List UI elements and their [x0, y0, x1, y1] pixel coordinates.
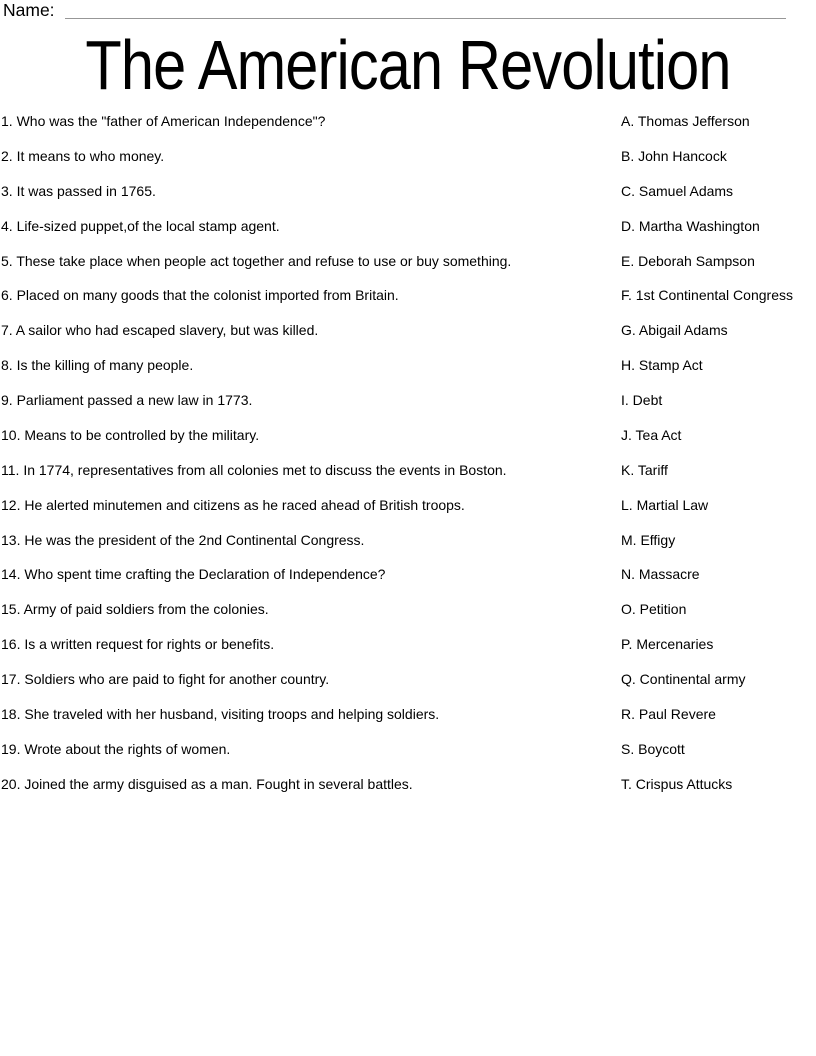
- answer-option: J. Tea Act: [621, 426, 682, 443]
- answer-option: M. Effigy: [621, 531, 676, 548]
- page-title: The American Revolution: [85, 26, 731, 104]
- question-text: 14. Who spent time crafting the Declaration of Independence?: [1, 566, 386, 583]
- question-text: 18. She traveled with her husband, visiting troops and helping soldiers.: [1, 705, 440, 722]
- matching-row: [0, 636, 816, 671]
- matching-row: [0, 322, 816, 357]
- question-text: 19. Wrote about the rights of women.: [1, 740, 231, 757]
- matching-row: [0, 776, 816, 811]
- question-text: 9. Parliament passed a new law in 1773.: [1, 392, 253, 408]
- matching-row: [0, 601, 816, 636]
- question-text: 17. Soldiers who are paid to fight for another country.: [1, 671, 330, 687]
- question-text: 1. Who was the "father of American Independence"?: [1, 113, 326, 129]
- question-text: 15. Army of paid soldiers from the colonies.: [1, 601, 269, 618]
- answer-option: G. Abigail Adams: [621, 322, 728, 339]
- answer-option: B. John Hancock: [621, 147, 727, 164]
- answer-option: L. Martial Law: [621, 496, 709, 513]
- matching-row: [0, 671, 816, 706]
- matching-row: [0, 253, 816, 288]
- matching-row: [0, 497, 816, 532]
- question-text: 2. It means to who money.: [1, 147, 165, 164]
- question-text: 11. In 1774, representatives from all colonies met to discuss the events in Boston.: [1, 461, 507, 478]
- answer-option: T. Crispus Attucks: [621, 775, 733, 792]
- question-text: 8. Is the killing of many people.: [1, 357, 194, 374]
- answer-option: R. Paul Revere: [621, 705, 716, 722]
- matching-row: [0, 357, 816, 392]
- answer-option: C. Samuel Adams: [621, 182, 734, 199]
- question-text: 12. He alerted minutemen and citizens as he raced ahead of British troops.: [1, 496, 465, 513]
- question-text: 16. Is a written request for rights or benefits.: [1, 636, 275, 653]
- name-blank-line[interactable]: [65, 2, 786, 19]
- answer-option: P. Mercenaries: [621, 636, 714, 653]
- question-text: 6. Placed on many goods that the colonist imported from Britain.: [1, 287, 399, 304]
- answer-option: F. 1st Continental Congress: [621, 287, 793, 304]
- matching-row: [0, 566, 816, 601]
- matching-row: [0, 462, 816, 497]
- matching-row: [0, 183, 816, 218]
- matching-row: [0, 532, 816, 567]
- name-label: Name:: [3, 0, 55, 20]
- matching-row: [0, 148, 816, 183]
- question-text: 4. Life-sized puppet,of the local stamp agent.: [1, 217, 280, 234]
- answer-option: I. Debt: [621, 392, 663, 408]
- answer-option: D. Martha Washington: [621, 217, 760, 234]
- matching-row: [0, 706, 816, 741]
- question-text: 7. A sailor who had escaped slavery, but was killed.: [1, 322, 319, 339]
- answer-option: S. Boycott: [621, 740, 685, 757]
- question-text: 10. Means to be controlled by the military.: [1, 426, 260, 443]
- answer-option: H. Stamp Act: [621, 357, 703, 374]
- answer-option: Q. Continental army: [621, 671, 746, 687]
- answer-option: N. Massacre: [621, 566, 700, 583]
- matching-list: [0, 113, 816, 811]
- matching-row: [0, 113, 816, 148]
- matching-row: [0, 218, 816, 253]
- matching-row: [0, 741, 816, 776]
- matching-row: [0, 287, 816, 322]
- question-text: 3. It was passed in 1765.: [1, 182, 156, 199]
- question-text: 5. These take place when people act together and refuse to use or buy something.: [1, 252, 512, 269]
- answer-option: K. Tariff: [621, 461, 668, 478]
- matching-row: [0, 427, 816, 462]
- matching-row: [0, 392, 816, 427]
- answer-option: E. Deborah Sampson: [621, 252, 755, 269]
- question-text: 20. Joined the army disguised as a man. Fought in several battles.: [1, 775, 413, 792]
- answer-option: O. Petition: [621, 601, 687, 618]
- question-text: 13. He was the president of the 2nd Continental Congress.: [1, 531, 365, 548]
- answer-option: A. Thomas Jefferson: [621, 113, 750, 129]
